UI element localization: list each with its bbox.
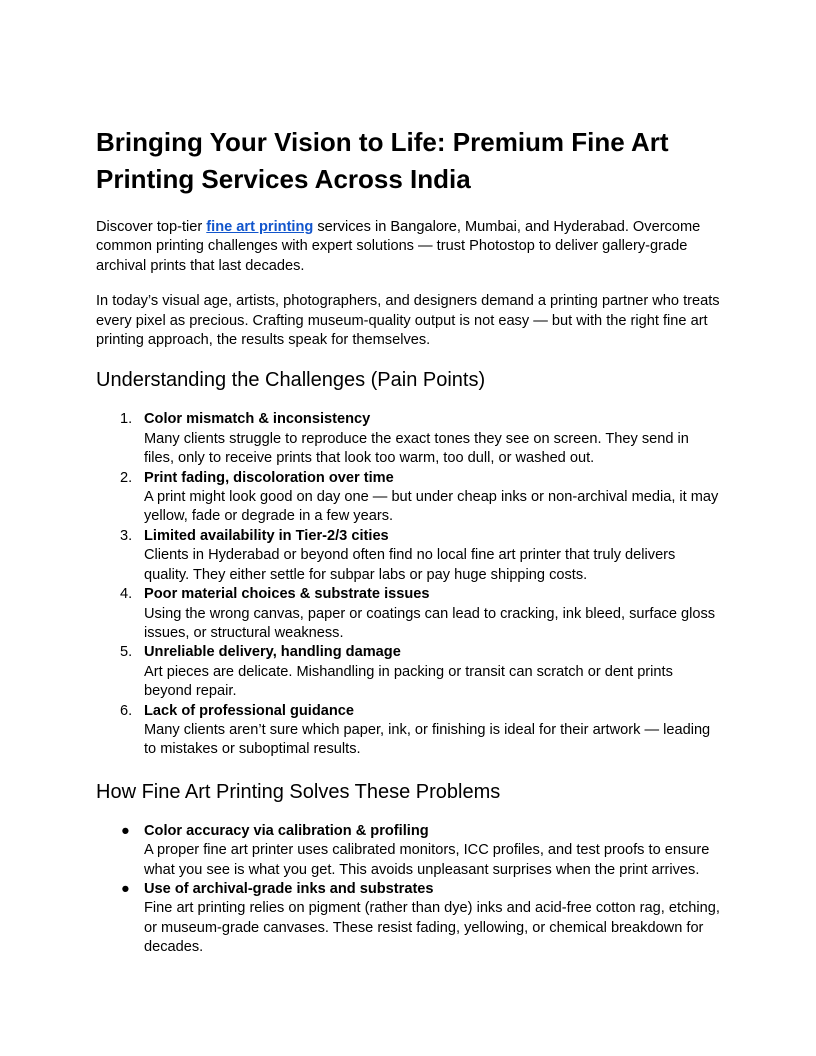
list-item-description: A proper fine art printer uses calibrated monitors, ICC profiles, and test proofs to ensure what you see is what you get. This avoids unpleasant surprises when the print arrives. [144, 842, 710, 878]
bullet-icon: ● [121, 880, 130, 897]
bullet-icon: ● [121, 822, 130, 839]
list-number: 2. [120, 469, 133, 486]
list-item [96, 702, 722, 760]
list-item-title: Print fading, discoloration over time [144, 469, 394, 486]
challenges-heading: Understanding the Challenges (Pain Points) [96, 369, 486, 392]
list-item [96, 880, 722, 958]
body-paragraph: In today’s visual age, artists, photographers, and designers demand a printing partner who treats every pixel as precious. Crafting museum-quality output is not easy — but with the right fine art printing approach, the results speak for themselves. [96, 293, 720, 349]
list-number: 4. [120, 586, 133, 603]
document-title: Bringing Your Vision to Life: Premium Fine Art Printing Services Across India [96, 127, 669, 194]
list-item-title: Unreliable delivery, handling damage [144, 644, 401, 661]
solutions-list [96, 822, 722, 958]
challenges-list [96, 410, 722, 759]
list-item-description: Fine art printing relies on pigment (rather than dye) inks and acid-free cotton rag, etching, or museum-grade canvases. These resist fading, yellowing, or chemical breakdown for decades. [144, 900, 720, 956]
list-item-title: Color accuracy via calibration & profiling [144, 822, 429, 839]
list-number: 6. [120, 702, 133, 719]
list-item-description: Many clients struggle to reproduce the exact tones they see on screen. They send in files, only to receive prints that look too warm, too dull, or washed out. [144, 430, 689, 467]
list-item-description: Art pieces are delicate. Mishandling in packing or transit can scratch or dent prints beyond repair. [144, 663, 673, 700]
list-item [96, 822, 722, 880]
intro-text-before: Discover top-tier [96, 219, 207, 235]
intro-paragraph [96, 218, 722, 276]
list-item-title: Color mismatch & inconsistency [144, 411, 371, 428]
list-item [96, 527, 722, 585]
list-number: 3. [120, 527, 133, 544]
list-item-title: Poor material choices & substrate issues [144, 586, 430, 603]
list-item-description: Clients in Hyderabad or beyond often find no local fine art printer that truly delivers quality. They either settle for subpar labs or pay huge shipping costs. [144, 547, 676, 583]
list-number: 1. [120, 411, 133, 428]
list-item [96, 643, 722, 701]
list-item-description: Using the wrong canvas, paper or coatings can lead to cracking, ink bleed, surface gloss issues, or structural weakness. [144, 605, 716, 641]
document-page [96, 124, 722, 976]
list-item-title: Limited availability in Tier-2/3 cities [144, 527, 389, 544]
fine-art-printing-link[interactable]: fine art printing [206, 219, 314, 235]
list-item [96, 410, 722, 468]
intro-text-after: services in Bangalore, Mumbai, and Hyderabad. Overcome common printing challenges with expert solutions — trust Photostop to deliver gallery-grade archival prints that last decades. [96, 219, 701, 274]
list-item [96, 585, 722, 643]
list-item-title: Lack of professional guidance [144, 702, 355, 719]
list-item-description: Many clients aren’t sure which paper, ink, or finishing is ideal for their artwork — leading to mistakes or suboptimal results. [144, 721, 711, 758]
list-item-description: A print might look good on day one — but under cheap inks or non-archival media, it may yellow, fade or degrade in a few years. [144, 489, 719, 525]
list-item-title: Use of archival-grade inks and substrates [144, 880, 434, 897]
list-number: 5. [120, 644, 133, 661]
solutions-heading: How Fine Art Printing Solves These Problems [96, 780, 501, 803]
list-item [96, 469, 722, 527]
